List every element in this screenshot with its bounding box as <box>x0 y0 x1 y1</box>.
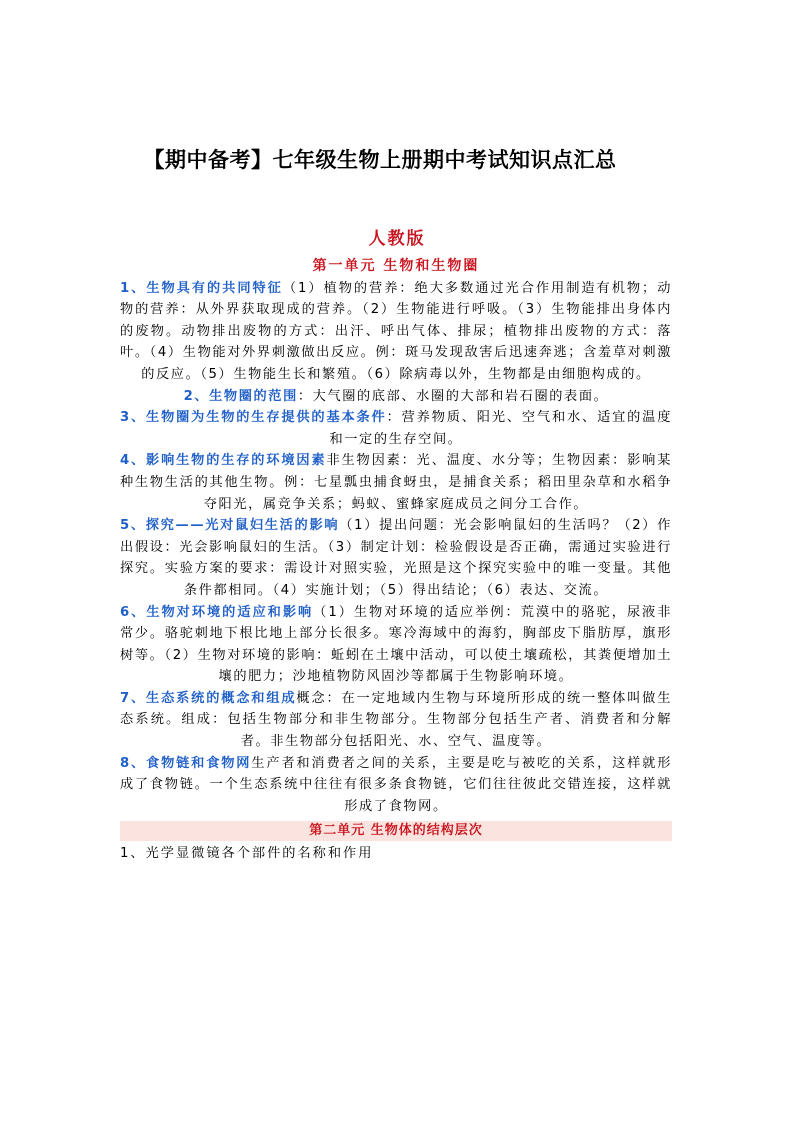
knowledge-item-8 <box>120 753 672 818</box>
document-body <box>120 256 672 865</box>
edition-label: 人教版 <box>368 229 426 249</box>
item-body: （1）提出问题：光会影响鼠妇的生活吗？（2）作出假设：光会影响鼠妇的生活。（3）制定计划：检验假设是否正确，需通过实验进行探究。实验方案的要求：需设计对照实验，光照是这个探究实验中的唯一变量。其他条件都相同。（4）实施计划；（5）得出结论；（6）表达、交流。 <box>120 518 672 598</box>
item-heading: 4、影响生物的生存的环境因素 <box>120 453 327 469</box>
item-heading: 8、食物链和食物网 <box>120 755 252 771</box>
unit2-item-1: 1、光学显微镜各个部件的名称和作用 <box>120 846 374 862</box>
knowledge-item-4 <box>120 450 672 515</box>
item-heading: 7、生态系统的概念和组成 <box>120 690 297 706</box>
item-body: 生产者和消费者之间的关系，主要是吃与被吃的关系，这样就形成了食物链。一个生态系统中往往有很多条食物链，它们往往彼此交错连接，这样就形成了食物网。 <box>120 755 672 814</box>
knowledge-item-7 <box>120 688 672 753</box>
item-heading: 5、探究——光对鼠妇生活的影响 <box>120 518 340 534</box>
knowledge-item-6 <box>120 602 672 688</box>
unit1-title: 第一单元 生物和生物圈 <box>312 258 480 274</box>
page-title: 【期中备考】七年级生物上册期中考试知识点汇总 <box>143 148 617 172</box>
knowledge-item-1 <box>120 278 672 386</box>
item-body: （1）植物的营养：绝大多数通过光合作用制造有机物；动物的营养：从外界获取现成的营养。（2）生物能进行呼吸。（3）生物能排出身体内的废物。动物排出废物的方式：出汗、呼出气体、排尿；植物排出废物的方式：落叶。（4）生物能对外界刺激做出反应。例：斑马发现敌害后迅速奔逃；含羞草对刺激的反应。（5）生物能生长和繁殖。（6）除病毒以外，生物都是由细胞构成的。 <box>120 280 672 382</box>
item-body: 概念：在一定地域内生物与环境所形成的统一整体叫做生态系统。组成：包括生物部分和非生物部分。生物部分包括生产者、消费者和分解者。非生物部分包括阳光、水、空气、温度等。 <box>120 690 673 750</box>
knowledge-item-5 <box>120 515 672 601</box>
knowledge-item-2 <box>120 386 672 408</box>
item-heading: 6、生物对环境的适应和影响 <box>120 604 314 620</box>
item-body: 非生物因素：光、温度、水分等；生物因素：影响某种生物生活的其他生物。例：七星瓢虫捕食蚜虫，是捕食关系；稻田里杂草和水稻争夺阳光，属竞争关系；蚂蚁、蜜蜂家庭成员之间分工合作。 <box>120 453 672 512</box>
item-heading: 1、生物具有的共同特征 <box>120 280 283 296</box>
item-heading: 3、生物圈为生物的生存提供的基本条件 <box>120 410 387 426</box>
item-body: ：营养物质、阳光、空气和水、适宜的温度和一定的生存空间。 <box>329 410 672 447</box>
item-heading: 2、生物圈的范围 <box>183 388 298 404</box>
knowledge-item-3 <box>120 407 672 450</box>
item-body: ：大气圈的底部、水圈的大部和岩石圈的表面。 <box>297 388 609 404</box>
item-body: （1）生物对环境的适应举例：荒漠中的骆驼，尿液非常少。骆驼刺地下根比地上部分长很多。寒冷海域中的海豹，胸部皮下脂肪厚，旗形树等。（2）生物对环境的影响：蚯蚓在土壤中活动，可以使土壤疏松，其粪便增加土壤的肥力；沙地植物防风固沙等都属于生物影响环境。 <box>120 604 672 685</box>
unit2-title: 第二单元 生物体的结构层次 <box>120 821 672 841</box>
